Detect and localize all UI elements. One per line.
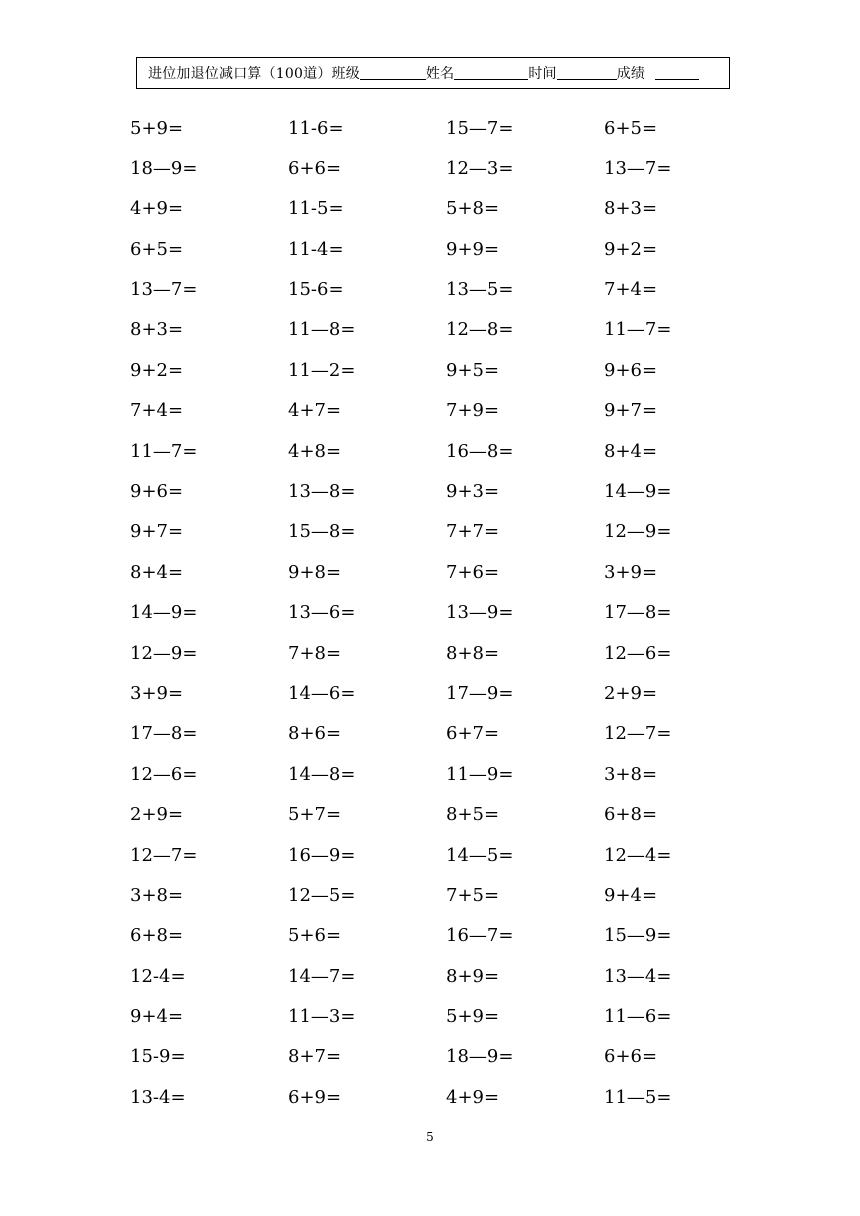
header-time-label: 时间 [528, 66, 557, 82]
problem-item: 7+4= [130, 400, 184, 422]
problem-grid [130, 113, 750, 1123]
problem-item: 9+5= [446, 359, 500, 381]
problem-item: 5+7= [288, 804, 342, 826]
problem-item: 9+2= [604, 238, 658, 260]
problem-item: 17—8= [604, 602, 672, 624]
problem-item: 2+9= [604, 682, 658, 704]
problem-item: 11—2= [288, 359, 356, 381]
header-name-label: 姓名 [425, 66, 455, 82]
problem-item: 11—9= [446, 763, 514, 785]
problem-item: 14—9= [604, 481, 672, 503]
problem-item: 9+4= [130, 1006, 184, 1028]
problem-item: 15—7= [446, 117, 514, 139]
problem-item: 8+7= [288, 1046, 342, 1068]
problem-item: 12—3= [446, 157, 514, 179]
problem-item: 12—5= [288, 884, 356, 906]
problem-item: 9+8= [288, 561, 342, 583]
problem-item: 9+2= [130, 359, 184, 381]
name-blank [454, 66, 528, 80]
page-number: 5 [426, 1130, 434, 1144]
problem-item: 9+6= [604, 359, 658, 381]
problem-item: 11-4= [288, 238, 344, 260]
problem-item: 15-9= [130, 1046, 186, 1068]
problem-item: 9+9= [446, 238, 500, 260]
problem-item: 12—6= [604, 642, 672, 664]
problem-item: 13—7= [130, 279, 198, 301]
problem-item: 4+9= [130, 198, 184, 220]
problem-item: 6+9= [288, 1086, 342, 1108]
problem-item: 2+9= [130, 804, 184, 826]
problem-item: 6+8= [604, 804, 658, 826]
problem-item: 3+8= [604, 763, 658, 785]
problem-item: 7+6= [446, 561, 500, 583]
problem-item: 12—6= [130, 763, 198, 785]
problem-item: 12—8= [446, 319, 514, 341]
problem-item: 16—8= [446, 440, 514, 462]
problem-item: 5+9= [446, 1006, 500, 1028]
problem-item: 12—9= [604, 521, 672, 543]
problem-item: 8+4= [130, 561, 184, 583]
score-blank [655, 66, 699, 80]
problem-item: 8+3= [604, 198, 658, 220]
problem-item: 13—7= [604, 157, 672, 179]
problem-item: 11-5= [288, 198, 344, 220]
header-score-label: 成绩 [616, 66, 646, 82]
problem-item: 12-4= [130, 965, 186, 987]
problem-item: 13—8= [288, 481, 356, 503]
problem-item: 18—9= [130, 157, 198, 179]
problem-item: 15—8= [288, 521, 356, 543]
problem-item: 9+7= [130, 521, 184, 543]
problem-item: 13-4= [130, 1086, 186, 1108]
problem-item: 8+4= [604, 440, 658, 462]
problem-item: 3+8= [130, 884, 184, 906]
problem-item: 7+7= [446, 521, 500, 543]
problem-item: 14—6= [288, 682, 356, 704]
problem-item: 8+6= [288, 723, 342, 745]
problem-item: 12—7= [604, 723, 672, 745]
problem-item: 7+8= [288, 642, 342, 664]
class-blank [360, 66, 426, 80]
problem-item: 8+3= [130, 319, 184, 341]
problem-item: 13—9= [446, 602, 514, 624]
problem-item: 11—8= [288, 319, 356, 341]
problem-item: 11—5= [604, 1086, 672, 1108]
problem-item: 9+3= [446, 481, 500, 503]
problem-item: 13—6= [288, 602, 356, 624]
problem-item: 13—5= [446, 279, 514, 301]
problem-item: 16—7= [446, 925, 514, 947]
problem-item: 14—7= [288, 965, 356, 987]
problem-item: 6+7= [446, 723, 500, 745]
problem-item: 14—8= [288, 763, 356, 785]
problem-item: 14—5= [446, 844, 514, 866]
problem-item: 5+6= [288, 925, 342, 947]
problem-item: 14—9= [130, 602, 198, 624]
problem-item: 13—4= [604, 965, 672, 987]
header-title: 进位加退位减口算（100道）班级 [148, 66, 360, 82]
problem-item: 4+9= [446, 1086, 500, 1108]
problem-item: 17—8= [130, 723, 198, 745]
problem-item: 9+4= [604, 884, 658, 906]
problem-item: 6+5= [130, 238, 184, 260]
problem-item: 4+8= [288, 440, 342, 462]
problem-item: 6+6= [288, 157, 342, 179]
problem-item: 5+9= [130, 117, 184, 139]
problem-item: 3+9= [130, 682, 184, 704]
problem-item: 16—9= [288, 844, 356, 866]
problem-item: 12—4= [604, 844, 672, 866]
problem-item: 11—6= [604, 1006, 672, 1028]
problem-item: 8+9= [446, 965, 500, 987]
problem-item: 7+4= [604, 279, 658, 301]
problem-item: 12—9= [130, 642, 198, 664]
problem-item: 5+8= [446, 198, 500, 220]
time-blank [557, 66, 617, 80]
problem-item: 18—9= [446, 1046, 514, 1068]
problem-item: 6+6= [604, 1046, 658, 1068]
problem-item: 3+9= [604, 561, 658, 583]
problem-item: 7+5= [446, 884, 500, 906]
problem-item: 15—9= [604, 925, 672, 947]
problem-item: 6+8= [130, 925, 184, 947]
problem-item: 8+5= [446, 804, 500, 826]
problem-item: 8+8= [446, 642, 500, 664]
problem-item: 17—9= [446, 682, 514, 704]
worksheet-header [136, 57, 730, 89]
problem-item: 11-6= [288, 117, 344, 139]
problem-item: 4+7= [288, 400, 342, 422]
problem-item: 12—7= [130, 844, 198, 866]
problem-item: 7+9= [446, 400, 500, 422]
problem-item: 9+6= [130, 481, 184, 503]
problem-item: 9+7= [604, 400, 658, 422]
problem-item: 11—7= [604, 319, 672, 341]
problem-item: 15-6= [288, 279, 344, 301]
problem-item: 11—3= [288, 1006, 356, 1028]
problem-item: 6+5= [604, 117, 658, 139]
problem-item: 11—7= [130, 440, 198, 462]
